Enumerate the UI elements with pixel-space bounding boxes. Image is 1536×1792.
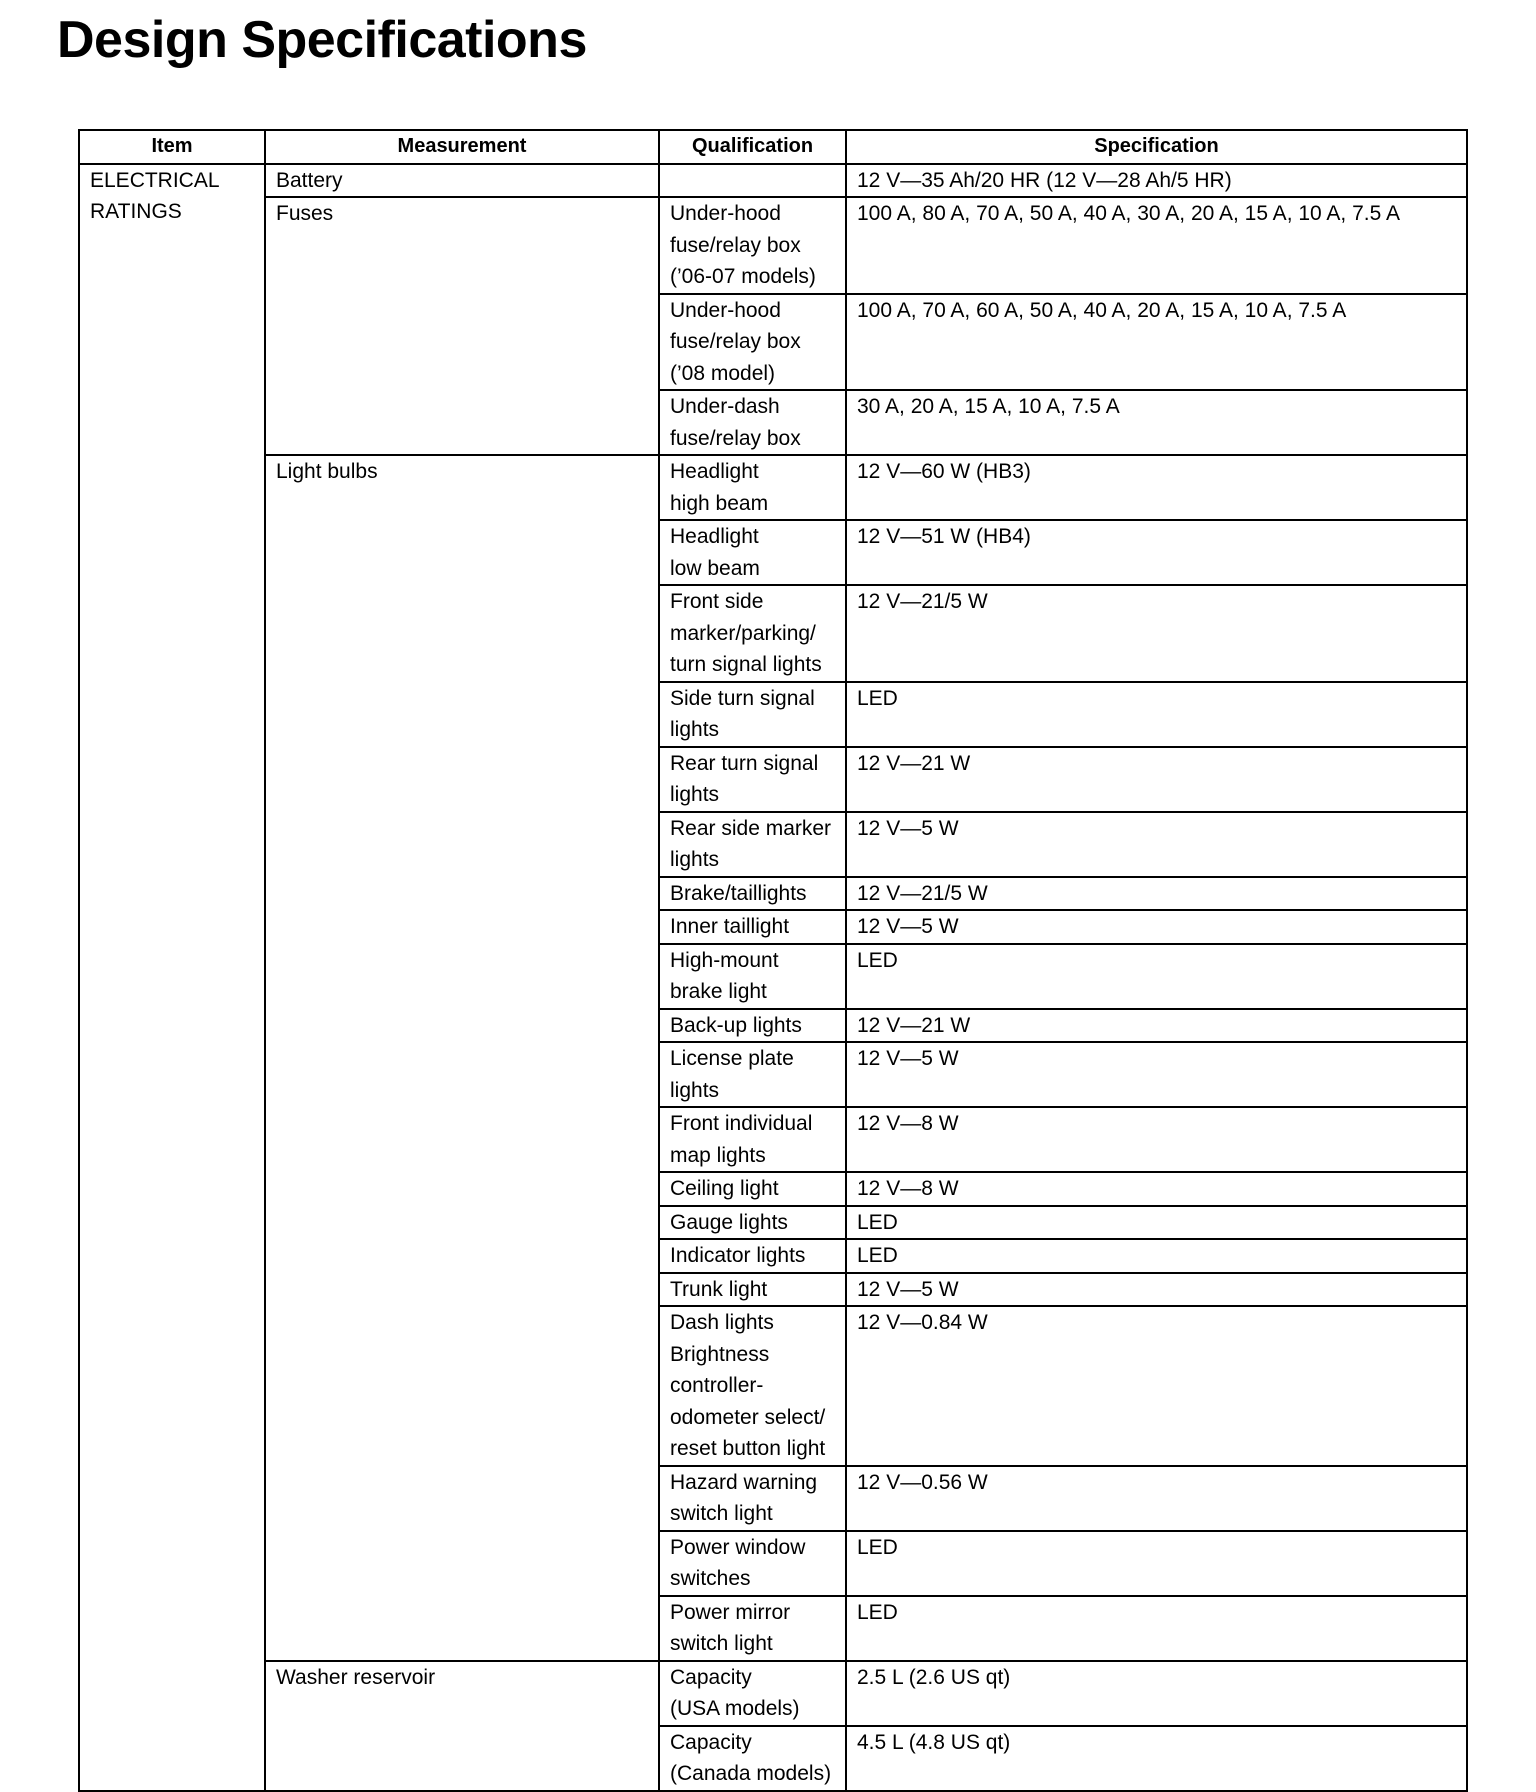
- qualification-line: Side turn signal: [670, 686, 815, 710]
- specification-cell: 4.5 L (4.8 US qt): [846, 1726, 1467, 1791]
- qualification-line: Brightness: [670, 1342, 770, 1366]
- qualification-cell: [659, 944, 846, 1009]
- qualification-line: Capacity: [670, 1730, 752, 1754]
- qualification-cell: [659, 1172, 846, 1206]
- qualification-cell: [659, 1009, 846, 1043]
- table-row: [79, 197, 1467, 294]
- qualification-line: reset button light: [670, 1437, 826, 1460]
- header-specification: Specification: [846, 130, 1467, 164]
- specification-cell: 12 V—8 W: [846, 1107, 1467, 1172]
- specification-cell: LED: [846, 1531, 1467, 1596]
- qualification-line: Under-hood: [670, 298, 781, 322]
- specification-cell: 30 A, 20 A, 15 A, 10 A, 7.5 A: [846, 390, 1467, 455]
- qualification-cell: [659, 455, 846, 520]
- measurement-cell: Fuses: [265, 197, 659, 455]
- qualification-line: low beam: [670, 556, 760, 580]
- qualification-line: Brake/taillights: [670, 881, 807, 905]
- qualification-line: Power mirror: [670, 1600, 791, 1624]
- specification-cell: 100 A, 80 A, 70 A, 50 A, 40 A, 30 A, 20 A, 15 A, 10 A, 7.5 A: [846, 197, 1467, 294]
- qualification-line: Dash lights: [670, 1311, 774, 1334]
- qualification-line: Trunk light: [670, 1277, 768, 1301]
- qualification-line: Capacity: [670, 1665, 752, 1689]
- table-row: [79, 164, 1467, 198]
- qualification-line: lights: [670, 783, 720, 806]
- specification-cell: 12 V—60 W (HB3): [846, 455, 1467, 520]
- qualification-line: Rear side marker: [670, 816, 832, 840]
- qualification-line: high beam: [670, 491, 769, 515]
- qualification-line: License plate: [670, 1047, 794, 1070]
- specification-cell: 12 V—35 Ah/20 HR (12 V—28 Ah/5 HR): [846, 164, 1467, 198]
- table-body: [79, 164, 1467, 1791]
- measurement-cell: Washer reservoir: [265, 1661, 659, 1791]
- qualification-line: fuse/relay box: [670, 330, 801, 353]
- qualification-line: Hazard warning: [670, 1470, 818, 1494]
- qualification-cell: [659, 1661, 846, 1726]
- qualification-line: Headlight: [670, 460, 759, 483]
- qualification-line: lights: [670, 718, 720, 741]
- qualification-line: Front side: [670, 590, 764, 613]
- qualification-cell: [659, 1531, 846, 1596]
- header-qualification: Qualification: [659, 130, 846, 164]
- qualification-cell: [659, 164, 846, 198]
- header-measurement: Measurement: [265, 130, 659, 164]
- qualification-line: (Canada models): [670, 1762, 832, 1785]
- qualification-line: odometer select/: [670, 1405, 826, 1429]
- item-cell: [79, 164, 265, 1791]
- qualification-cell: [659, 1206, 846, 1240]
- qualification-cell: [659, 910, 846, 944]
- qualification-line: Ceiling light: [670, 1177, 779, 1200]
- item-label-line: RATINGS: [90, 200, 182, 223]
- qualification-cell: [659, 1466, 846, 1531]
- qualification-line: Gauge lights: [670, 1210, 788, 1234]
- qualification-cell: [659, 812, 846, 877]
- qualification-cell: [659, 294, 846, 391]
- qualification-line: map lights: [670, 1143, 766, 1167]
- qualification-line: lights: [670, 848, 720, 871]
- qualification-line: Headlight: [670, 525, 759, 548]
- qualification-cell: [659, 682, 846, 747]
- header-item: Item: [79, 130, 265, 164]
- qualification-line: controller-: [670, 1374, 764, 1397]
- qualification-cell: [659, 390, 846, 455]
- specification-cell: LED: [846, 1206, 1467, 1240]
- qualification-cell: [659, 585, 846, 682]
- qualification-line: brake light: [670, 980, 767, 1003]
- table-row: [79, 455, 1467, 520]
- specification-cell: 12 V—8 W: [846, 1172, 1467, 1206]
- qualification-line: Back-up lights: [670, 1013, 802, 1037]
- qualification-line: (USA models): [670, 1697, 800, 1720]
- qualification-cell: [659, 1239, 846, 1273]
- specification-cell: 12 V—51 W (HB4): [846, 520, 1467, 585]
- qualification-line: (’06-07 models): [670, 265, 816, 288]
- qualification-cell: [659, 520, 846, 585]
- specification-cell: 12 V—5 W: [846, 1273, 1467, 1307]
- item-label-line: ELECTRICAL: [90, 168, 220, 192]
- qualification-line: turn signal lights: [670, 653, 822, 676]
- specification-cell: 12 V—21 W: [846, 747, 1467, 812]
- qualification-cell: [659, 1107, 846, 1172]
- qualification-line: High-mount: [670, 948, 779, 972]
- qualification-line: marker/parking/: [670, 621, 816, 645]
- specification-cell: 100 A, 70 A, 60 A, 50 A, 40 A, 20 A, 15 A, 10 A, 7.5 A: [846, 294, 1467, 391]
- qualification-line: Under-dash: [670, 395, 780, 418]
- qualification-cell: [659, 1273, 846, 1307]
- qualification-line: Indicator lights: [670, 1244, 806, 1267]
- design-specifications-table: [78, 129, 1468, 1792]
- specification-cell: 12 V—5 W: [846, 910, 1467, 944]
- qualification-line: switch light: [670, 1502, 773, 1525]
- table-header-row: [79, 130, 1467, 164]
- qualification-line: switches: [670, 1567, 751, 1590]
- qualification-cell: [659, 1596, 846, 1661]
- qualification-line: Rear turn signal: [670, 751, 819, 775]
- qualification-cell: [659, 1726, 846, 1791]
- specification-cell: 12 V—5 W: [846, 812, 1467, 877]
- table-row: [79, 1661, 1467, 1726]
- qualification-cell: [659, 747, 846, 812]
- specification-cell: 12 V—0.56 W: [846, 1466, 1467, 1531]
- specification-cell: 12 V—21/5 W: [846, 877, 1467, 911]
- specification-cell: 12 V—21/5 W: [846, 585, 1467, 682]
- qualification-line: (’08 model): [670, 361, 776, 385]
- qualification-cell: [659, 1306, 846, 1466]
- page-title: Design Specifications: [57, 11, 587, 69]
- specification-cell: LED: [846, 944, 1467, 1009]
- qualification-line: fuse/relay box: [670, 233, 801, 257]
- specification-cell: LED: [846, 682, 1467, 747]
- qualification-line: Front individual: [670, 1112, 813, 1135]
- specification-cell: 2.5 L (2.6 US qt): [846, 1661, 1467, 1726]
- measurement-cell: Battery: [265, 164, 659, 198]
- qualification-line: Power window: [670, 1535, 806, 1559]
- qualification-line: Inner taillight: [670, 915, 790, 938]
- qualification-cell: [659, 1042, 846, 1107]
- specification-cell: LED: [846, 1596, 1467, 1661]
- specification-cell: 12 V—0.84 W: [846, 1306, 1467, 1466]
- qualification-cell: [659, 877, 846, 911]
- qualification-cell: [659, 197, 846, 294]
- qualification-line: switch light: [670, 1632, 773, 1655]
- specification-cell: 12 V—21 W: [846, 1009, 1467, 1043]
- measurement-cell: Light bulbs: [265, 455, 659, 1661]
- specification-cell: LED: [846, 1239, 1467, 1273]
- qualification-line: fuse/relay box: [670, 426, 801, 450]
- qualification-line: Under-hood: [670, 202, 781, 225]
- specification-cell: 12 V—5 W: [846, 1042, 1467, 1107]
- qualification-line: lights: [670, 1078, 720, 1102]
